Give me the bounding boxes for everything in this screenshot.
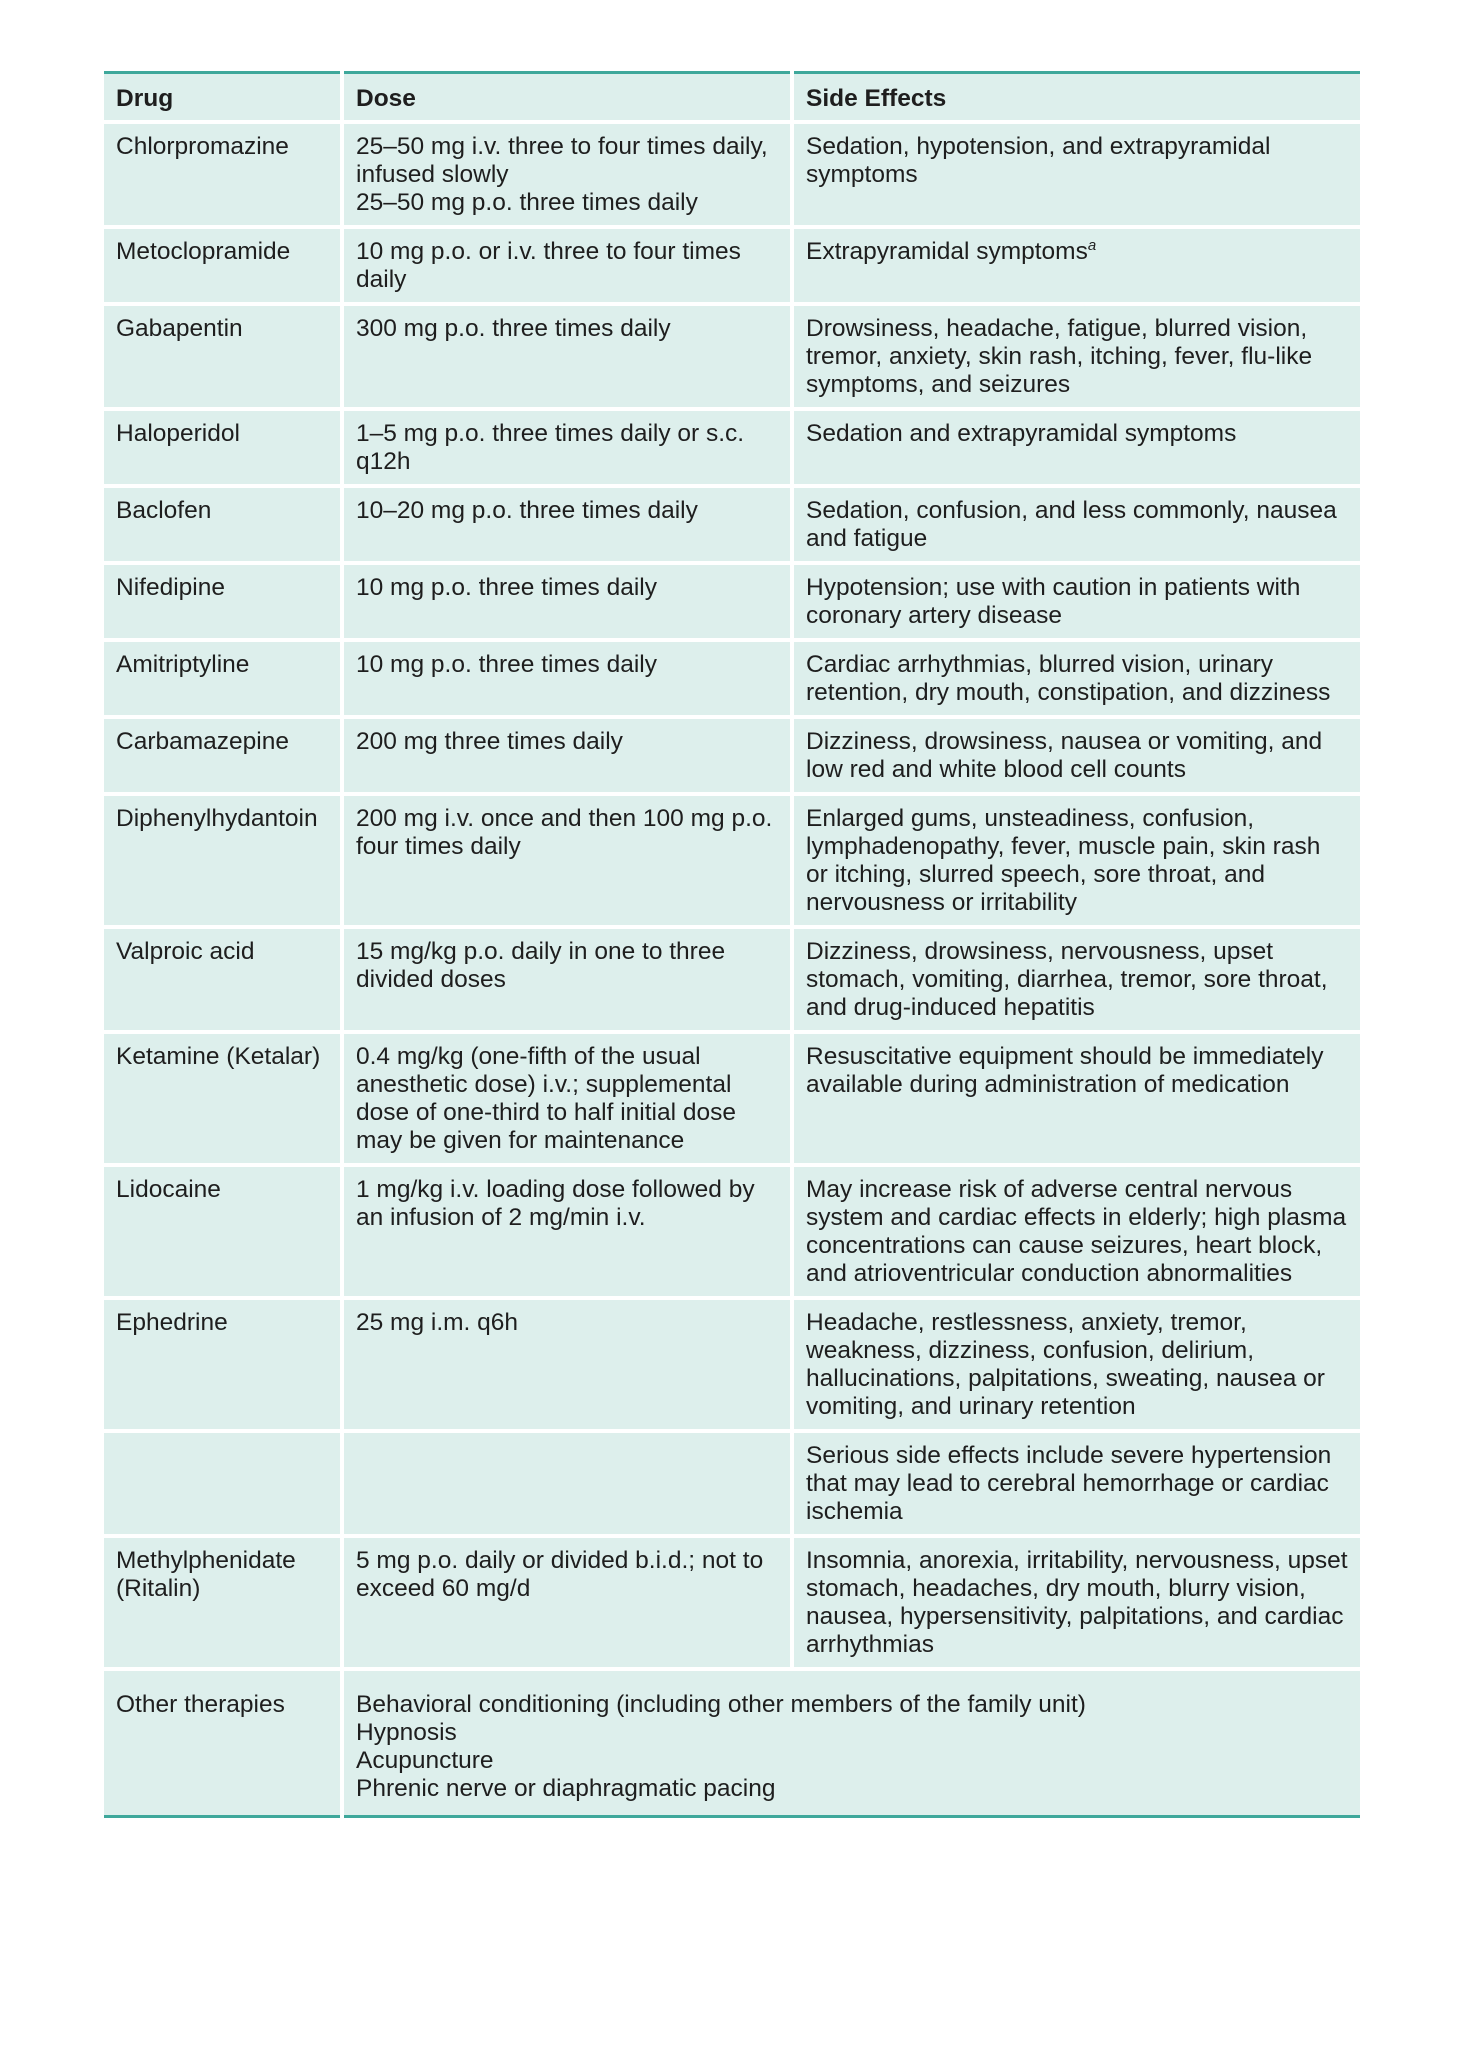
side-effects-cell	[792, 1431, 1360, 1536]
side-effects-text: Extrapyramidal symptoms	[806, 238, 1088, 265]
drug-cell	[104, 227, 342, 304]
drug-cell	[104, 486, 342, 563]
side-effects-cell	[792, 486, 1360, 563]
table-row	[104, 1298, 1360, 1431]
side-effects-cell	[792, 1032, 1360, 1165]
drug-cell	[104, 1298, 342, 1431]
drug-name: Gabapentin	[116, 315, 243, 342]
dose-cell	[342, 304, 792, 409]
table-row	[104, 794, 1360, 927]
drug-name: (Ritalin)	[116, 1575, 201, 1602]
side-effects-text: Enlarged gums, unsteadiness, confusion, lymphadenopathy, fever, muscle pain, skin rash or itching, slurred speech, sore throat, and nervousness or irritability	[806, 805, 1321, 916]
side-effects-cell	[792, 794, 1360, 927]
table-row	[104, 1165, 1360, 1298]
dose-text: 15 mg/kg p.o. daily in one to three divided doses	[356, 938, 726, 993]
side-effects-text: Headache, restlessness, anxiety, tremor, weakness, dizziness, confusion, delirium, hallucinations, palpitations, sweating, nausea or vomiting, and urinary retention	[806, 1309, 1325, 1420]
drug-name: Metoclopramide	[116, 238, 291, 265]
side-effects-cell	[792, 304, 1360, 409]
dose-text: 1 mg/kg i.v. loading dose followed by an infusion of 2 mg/min i.v.	[356, 1176, 755, 1231]
other-therapies-row	[104, 1669, 1360, 1817]
dose-cell	[342, 563, 792, 640]
side-effects-text: Insomnia, anorexia, irritability, nervousness, upset stomach, headaches, dry mouth, blurry vision, nausea, hypersensitivity, palpitations, and cardiac arrhythmias	[806, 1547, 1348, 1658]
table-row	[104, 409, 1360, 486]
dose-text: 300 mg p.o. three times daily	[356, 315, 671, 342]
header-row	[104, 73, 1360, 123]
side-effects-cell	[792, 927, 1360, 1032]
therapy-item: Acupuncture	[356, 1747, 494, 1774]
drug-cell	[104, 122, 342, 227]
dose-cell	[342, 1431, 792, 1536]
therapy-item: Hypnosis	[356, 1719, 457, 1746]
table-row	[104, 304, 1360, 409]
table-row	[104, 227, 1360, 304]
side-effects-text: Hypotension; use with caution in patients with coronary artery disease	[806, 574, 1301, 629]
dose-text: 200 mg i.v. once and then 100 mg p.o. four times daily	[356, 805, 773, 860]
drug-name: Diphenylhydantoin	[116, 805, 318, 832]
drug-cell	[104, 409, 342, 486]
header-dose: Dose	[342, 73, 792, 123]
side-effects-cell	[792, 717, 1360, 794]
drug-cell	[104, 1431, 342, 1536]
side-effects-cell	[792, 640, 1360, 717]
drug-name: Methylphenidate	[116, 1547, 296, 1574]
drug-cell	[104, 1032, 342, 1165]
table-row	[104, 1431, 1360, 1536]
dose-text: 5 mg p.o. daily or divided b.i.d.; not to exceed 60 mg/d	[356, 1547, 764, 1602]
drug-cell	[104, 1165, 342, 1298]
table-row	[104, 122, 1360, 227]
dose-text: 10–20 mg p.o. three times daily	[356, 497, 698, 524]
drug-table	[104, 71, 1360, 1818]
side-effects-text: Sedation, confusion, and less commonly, nausea and fatigue	[806, 497, 1337, 552]
table-row	[104, 486, 1360, 563]
drug-cell	[104, 1536, 342, 1669]
table-row	[104, 1536, 1360, 1669]
drug-name: Lidocaine	[116, 1176, 221, 1203]
dose-text: 10 mg p.o. three times daily	[356, 651, 657, 678]
drug-cell	[104, 640, 342, 717]
table-row	[104, 1032, 1360, 1165]
dose-cell	[342, 640, 792, 717]
drug-table-container	[104, 71, 1360, 1818]
table-row	[104, 927, 1360, 1032]
other-therapies-list	[342, 1669, 1360, 1817]
side-effects-cell	[792, 563, 1360, 640]
side-effects-text: Resuscitative equipment should be immediately available during administration of medication	[806, 1043, 1324, 1098]
drug-cell	[104, 794, 342, 927]
header-side-effects: Side Effects	[792, 73, 1360, 123]
side-effects-text: Dizziness, drowsiness, nausea or vomiting, and low red and white blood cell counts	[806, 728, 1323, 783]
drug-name: Haloperidol	[116, 420, 240, 447]
therapy-item: Phrenic nerve or diaphragmatic pacing	[356, 1775, 776, 1802]
side-effects-text: Dizziness, drowsiness, nervousness, upset stomach, vomiting, diarrhea, tremor, sore throat, and drug-induced hepatitis	[806, 938, 1328, 1021]
drug-name: Nifedipine	[116, 574, 225, 601]
dose-text: 0.4 mg/kg (one-fifth of the usual anesthetic dose) i.v.; supplemental dose of one-third to half initial dose may be given for maintenance	[356, 1043, 736, 1154]
dose-cell	[342, 409, 792, 486]
drug-name: Amitriptyline	[116, 651, 250, 678]
dose-cell	[342, 1165, 792, 1298]
dose-cell	[342, 122, 792, 227]
dose-cell	[342, 717, 792, 794]
drug-name: Ephedrine	[116, 1309, 228, 1336]
side-effects-cell	[792, 1165, 1360, 1298]
drug-name: Ketamine (Ketalar)	[116, 1043, 321, 1070]
drug-cell	[104, 927, 342, 1032]
side-effects-text: Cardiac arrhythmias, blurred vision, urinary retention, dry mouth, constipation, and dizziness	[806, 651, 1331, 706]
dose-text: 200 mg three times daily	[356, 728, 623, 755]
drug-name: Valproic acid	[116, 938, 255, 965]
dose-text: 25 mg i.m. q6h	[356, 1309, 519, 1336]
drug-cell	[104, 563, 342, 640]
dose-cell	[342, 1298, 792, 1431]
side-effects-text: Sedation and extrapyramidal symptoms	[806, 420, 1237, 447]
dose-cell	[342, 794, 792, 927]
drug-name: Chlorpromazine	[116, 133, 289, 160]
side-effects-cell	[792, 1298, 1360, 1431]
side-effects-cell	[792, 122, 1360, 227]
drug-name: Carbamazepine	[116, 728, 289, 755]
table-row	[104, 640, 1360, 717]
side-effects-text: May increase risk of adverse central nervous system and cardiac effects in elderly; high plasma concentrations can cause seizures, heart block, and atrioventricular conduction abnormalities	[806, 1176, 1347, 1287]
dose-cell	[342, 227, 792, 304]
header-drug: Drug	[104, 73, 342, 123]
table-body	[104, 122, 1360, 1817]
side-effects-cell	[792, 227, 1360, 304]
dose-cell	[342, 927, 792, 1032]
dose-cell	[342, 1536, 792, 1669]
dose-text: 25–50 mg p.o. three times daily	[356, 189, 698, 216]
dose-text: 10 mg p.o. three times daily	[356, 574, 657, 601]
dose-text: 25–50 mg i.v. three to four times daily, infused slowly	[356, 133, 768, 188]
drug-name: Baclofen	[116, 497, 212, 524]
drug-cell	[104, 717, 342, 794]
other-therapies-label: Other therapies	[104, 1669, 342, 1817]
side-effects-cell	[792, 1536, 1360, 1669]
footnote-marker: a	[1087, 236, 1097, 254]
table-row	[104, 717, 1360, 794]
side-effects-text: Sedation, hypotension, and extrapyramidal symptoms	[806, 133, 1271, 188]
side-effects-text: Drowsiness, headache, fatigue, blurred vision, tremor, anxiety, skin rash, itching, fever, flu-like symptoms, and seizures	[806, 315, 1313, 398]
therapy-item: Behavioral conditioning (including other members of the family unit)	[356, 1691, 1086, 1718]
dose-cell	[342, 486, 792, 563]
dose-cell	[342, 1032, 792, 1165]
table-row	[104, 563, 1360, 640]
dose-text: 1–5 mg p.o. three times daily or s.c. q12h	[356, 420, 745, 475]
drug-cell	[104, 304, 342, 409]
dose-text: 10 mg p.o. or i.v. three to four times daily	[356, 238, 741, 293]
side-effects-text: Serious side effects include severe hypertension that may lead to cerebral hemorrhage or cardiac ischemia	[806, 1442, 1332, 1525]
side-effects-cell	[792, 409, 1360, 486]
